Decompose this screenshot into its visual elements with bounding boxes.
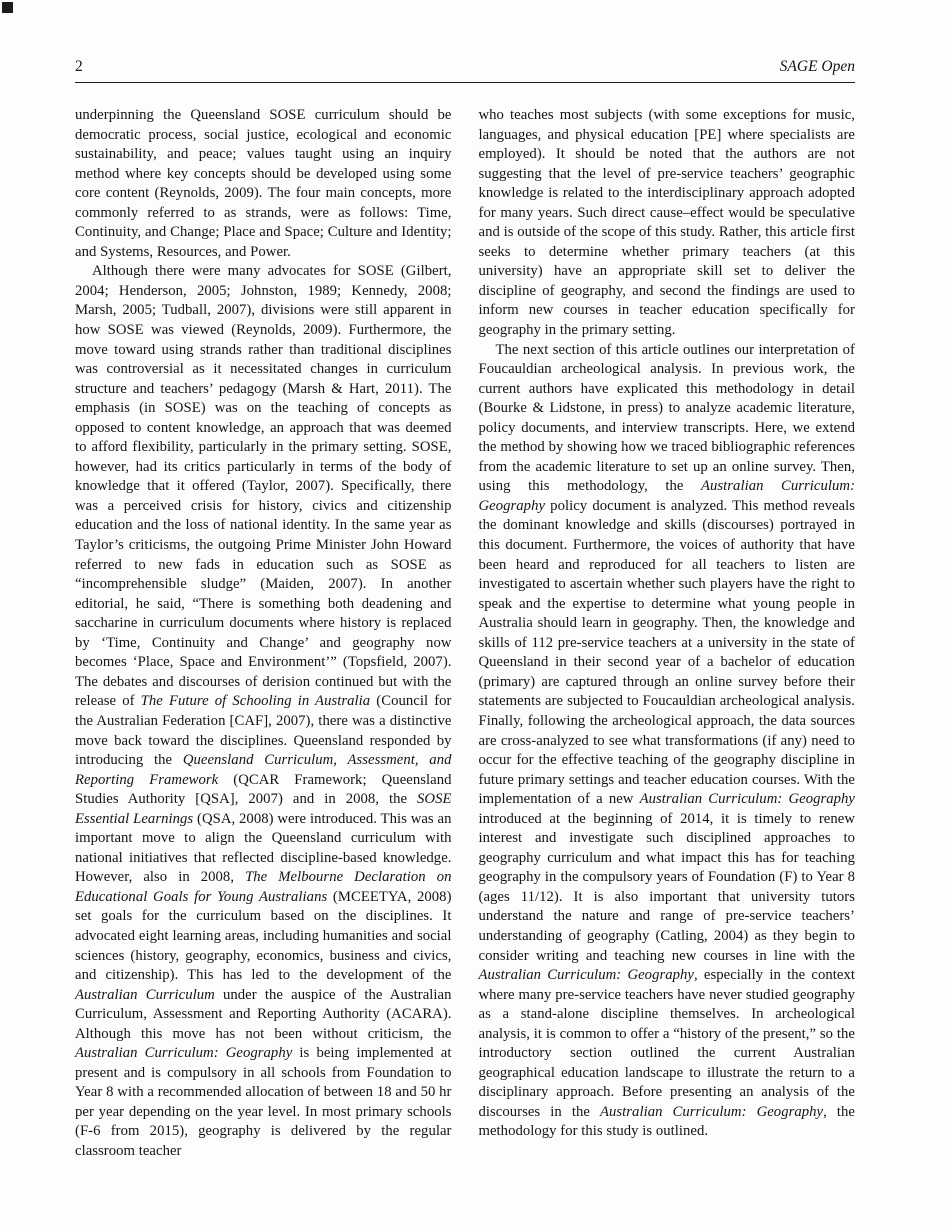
journal-title: SAGE Open bbox=[779, 58, 855, 75]
text-segment: (QSA, 2008) were introduced. This was an important move to align the Queensland curriculum with national initiatives that reflected discipline-based knowledge. However, also in 2008, bbox=[75, 810, 452, 886]
text-segment: who teaches most subjects (with some exceptions for music, languages, and physical education [PE] where specialists are employed). It should be noted that the authors are not suggesting that the level of pre-service teachers’ geographic knowledge is related to the interdisciplinary approach adopted for many years. Such direct cause–effect would be speculative and is outside of the scope of this study. Rather, this article first seeks to determine whether primary teachers (at this university) have an appropriate skill set to deliver the discipline of geography, and second the findings are used to inform new courses in teacher education specifically for geography in the primary setting. bbox=[478, 107, 855, 339]
text-segment: (MCEETYA, 2008) set goals for the curriculum based on the disciplines. It advocated eight learning areas, including humanities and social sciences (history, geography, economics, business and civics, and citizenship). This has led to the development of the bbox=[75, 888, 452, 984]
italic-text-segment: The Melbourne Declaration on Educational Goals for Young Australians bbox=[75, 869, 452, 905]
scan-artifact bbox=[2, 2, 13, 13]
text-segment: under the auspice of the Australian Curriculum, Assessment and Reporting Authority (ACARA). Although this move has not been without criticism, the bbox=[75, 986, 452, 1042]
text-segment: introduced at the beginning of 2014, it is timely to renew interest and investigate such disciplined approaches to geography curriculum and what impact this has for teaching geography in the compulsory years of Foundation (F) to Year 8 (ages 11/12). It is also important that university tutors understand the nature and range of pre-service teachers’ understanding of geography (Catling, 2004) as they begin to consider writing and teaching new courses in line with the bbox=[478, 810, 855, 964]
paragraph bbox=[75, 106, 452, 262]
header-rule bbox=[75, 82, 855, 83]
text-segment: (QCAR Framework; Queensland Studies Authority [QSA], 2007) and in 2008, the bbox=[75, 771, 452, 808]
italic-text-segment: Australian Curriculum: Geography bbox=[599, 1103, 824, 1120]
italic-text-segment: Australian Curriculum: Geography bbox=[639, 791, 855, 808]
paragraph bbox=[75, 262, 452, 1161]
right-column bbox=[479, 106, 856, 1162]
text-segment: , the methodology for this study is outlined. bbox=[478, 1103, 855, 1140]
article-body bbox=[75, 106, 855, 1162]
paragraph bbox=[479, 341, 856, 1142]
page-header bbox=[75, 58, 855, 76]
italic-text-segment: Australian Curriculum: Geography bbox=[478, 967, 694, 984]
text-segment: , especially in the context where many pre-service teachers have never studied geography as a stand-alone discipline themselves. In archeological analysis, it is common to offer a “history of the present,” so the introductory section outlined the current Australian geographical education landscape to illustrate the return to a disciplinary approach. Before presenting an analysis of the discourses in the bbox=[478, 967, 856, 1120]
text-segment: Although there were many advocates for SOSE (Gilbert, 2004; Henderson, 2005; Johnston, 1989; Kennedy, 2008; Marsh, 2005; Tudball, 2007), divisions were still apparent in how SOSE was viewed (Reynolds, 2009). Furthermore, the move toward using strands rather than traditional disciplines was controversial as it necessitated changes in curriculum structure and teachers’ pedagogy (Marsh & Hart, 2011). The emphasis (in SOSE) was on the teaching of concepts as opposed to content knowledge, an approach that was deemed to afford flexibility, particularly in the primary setting. SOSE, however, had its critics particularly in terms of the body of knowledge that it offered (Taylor, 2007). Specifically, there was a perceived crisis for history, civics and citizenship education and the loss of national identity. In the same year as Taylor’s criticisms, the outgoing Prime Minister John Howard referred to new fads in education such as SOSE as “incomprehensible sludge” (Maiden, 2007). In another editorial, he said, “There is something both deadening and saccharine in curriculum documents where history is replaced by ‘Time, Continuity and Change’ and geography now becomes ‘Place, Space and Environment’” (Topsfield, 2007). The debates and discourses of derision continued but with the release of bbox=[75, 263, 452, 710]
paragraph bbox=[479, 106, 856, 341]
italic-text-segment: Australian Curriculum: Geography bbox=[478, 478, 856, 514]
text-segment: The next section of this article outlines our interpretation of Foucauldian archeological analysis. In previous work, the current authors have explicated this methodology in detail (Bourke & Lidstone, in press) to analyze academic literature, policy documents, and interview transcripts. Here, we extend the method by showing how we traced bibliographic references from the academic literature to set up an online survey. Then, using this methodology, the bbox=[478, 341, 855, 495]
italic-text-segment: Australian Curriculum bbox=[75, 986, 215, 1003]
italic-text-segment: SOSE Essential Learnings bbox=[75, 791, 452, 827]
italic-text-segment: Queensland Curriculum, Assessment, and Reporting Framework bbox=[75, 752, 452, 788]
italic-text-segment: The Future of Schooling in Australia bbox=[140, 693, 371, 710]
text-segment: is being implemented at present and is compulsory in all schools from Foundation to Year 8 with a recommended allocation of between 18 and 50 hr per year depending on the year level. In most primary schools (F-6 from 2015), geography is delivered by the regular classroom teacher bbox=[75, 1045, 452, 1159]
text-segment: policy document is analyzed. This method reveals the dominant knowledge and skills (discourses) portrayed in this document. Furthermore, the voices of authority that have been heard and reproduced for all teachers to listen are investigated to ascertain whether such players have the right to speak and the expertise to determine what young people in Australia should learn in geography. Then, the knowledge and skills of 112 pre-service teachers at a university in the state of Queensland in their second year of a bachelor of education (primary) are captured through an online survey before their statements are subjected to Foucauldian archeological analysis. Finally, following the archeological approach, the data sources are cross-analyzed to see what transformations (if any) need to occur for the effective teaching of the geography discipline in future primary settings and teacher education courses. With the implementation of a new bbox=[478, 497, 855, 808]
page-number: 2 bbox=[75, 58, 83, 75]
italic-text-segment: Australian Curriculum: Geography bbox=[75, 1045, 293, 1062]
text-segment: (Council for the Australian Federation [CAF], 2007), there was a distinctive move back toward the disciplines. Queensland responded by introducing the bbox=[75, 693, 452, 769]
left-column bbox=[75, 106, 452, 1162]
text-segment: underpinning the Queensland SOSE curriculum should be democratic process, social justice, ecological and economic sustainability, and peace; values taught using an inquiry method where key concepts should be developed using some core content (Reynolds, 2009). The four main concepts, more commonly referred to as strands, were as follows: Time, Continuity, and Change; Place and Space; Culture and Identity; and Systems, Resources, and Power. bbox=[75, 107, 452, 260]
